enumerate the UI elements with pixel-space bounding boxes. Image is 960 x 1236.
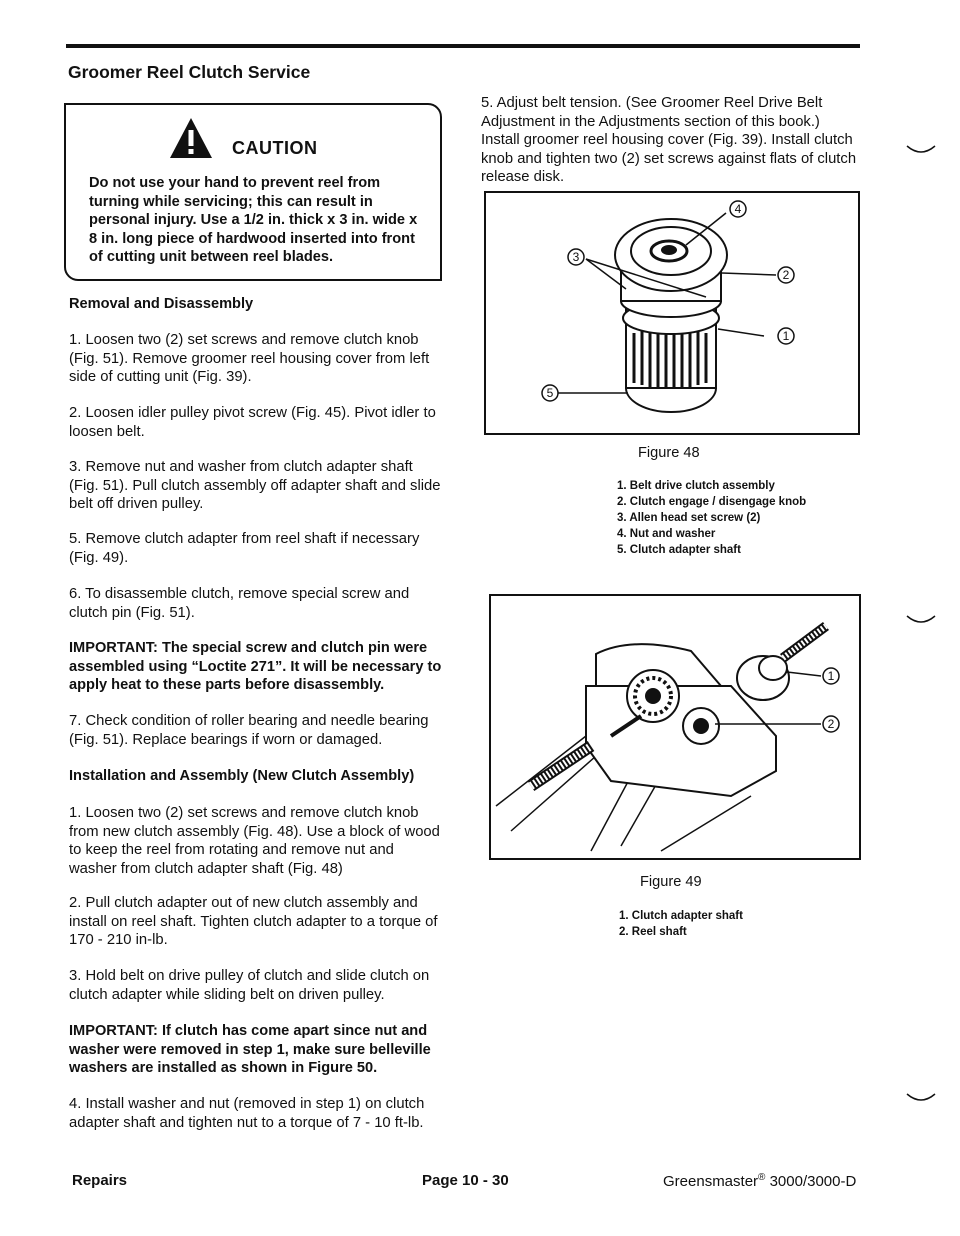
fig48-callout-5: 5 (546, 386, 554, 400)
reel-shaft-illustration (491, 596, 859, 858)
fig48-callout-2: 2 (782, 268, 790, 282)
footer-page-number: Page 10 - 30 (422, 1172, 509, 1189)
footer-section: Repairs (72, 1172, 128, 1189)
fig49-callout-2: 2 (827, 717, 835, 731)
legend-item: 4. Nut and washer (617, 528, 716, 540)
fig48-callout-4: 4 (734, 202, 742, 216)
important-loctite: IMPORTANT: The special screw and clutch pin were assembled using “Loctite 271”. It will be necessary to apply heat to these parts before disassembly. (69, 640, 442, 693)
legend-item: 2. Reel shaft (619, 926, 687, 938)
figure-48-caption: Figure 48 (638, 445, 700, 461)
figure-49-legend (619, 908, 743, 940)
footer-model: 3000/3000-D (765, 1173, 857, 1190)
figure-49-caption: Figure 49 (640, 874, 702, 890)
removal-heading: Removal and Disassembly (69, 296, 254, 312)
warning-icon (168, 116, 214, 160)
margin-mark (905, 144, 937, 158)
install-step-2: 2. Pull clutch adapter out of new clutch assembly and install on reel shaft. Tighten clutch adapter to a torque of 170 - 210 in-lb. (69, 895, 438, 948)
top-rule (66, 44, 860, 48)
legend-item: 1. Clutch adapter shaft (619, 910, 743, 922)
registered-mark: ® (758, 1172, 766, 1183)
figure-49 (489, 594, 861, 860)
important-belleville: IMPORTANT: If clutch has come apart since nut and washer were removed in step 1, make sure belleville washers are installed as shown in Figure 50. (69, 1023, 431, 1076)
install-step-1: 1. Loosen two (2) set screws and remove clutch knob from new clutch assembly (Fig. 48). Use a block of wood to keep the reel from rotating and remove nut and washer from clutch adapter shaft (Fig. 48) (69, 805, 440, 877)
removal-step-5: 5. Remove clutch adapter from reel shaft if necessary (Fig. 49). (69, 531, 420, 566)
install-step-5: 5. Adjust belt tension. (See Groomer Reel Drive Belt Adjustment in the Adjustments section of this book.) Install groomer reel housing cover (Fig. 39). Install clutch knob and tighten two (2) set screws against flats of clutch release disk. (481, 95, 857, 185)
legend-item: 3. Allen head set screw (2) (617, 512, 761, 524)
install-step-4: 4. Install washer and nut (removed in step 1) on clutch adapter shaft and tighten nut to a torque of 7 - 10 ft-lb. (69, 1096, 425, 1131)
removal-step-1: 1. Loosen two (2) set screws and remove clutch knob (Fig. 51). Remove groomer reel housing cover from left side of cutting unit (Fig. 39). (69, 332, 430, 385)
removal-step-7: 7. Check condition of roller bearing and needle bearing (Fig. 51). Replace bearings if worn or damaged. (69, 713, 429, 748)
legend-item: 1. Belt drive clutch assembly (617, 480, 775, 492)
fig48-callout-3: 3 (572, 250, 580, 264)
footer-brand: Greensmaster (663, 1173, 759, 1190)
footer-product (663, 1172, 856, 1190)
installation-heading: Installation and Assembly (New Clutch Assembly) (69, 768, 415, 784)
figure-48-legend (617, 478, 806, 558)
caution-title: CAUTION (232, 138, 318, 158)
fig48-callout-1: 1 (782, 329, 790, 343)
removal-step-6: 6. To disassemble clutch, remove special screw and clutch pin (Fig. 51). (69, 586, 410, 621)
removal-step-3: 3. Remove nut and washer from clutch adapter shaft (Fig. 51). Pull clutch assembly off adapter shaft and slide belt off driven pulley. (69, 459, 441, 512)
clutch-assembly-illustration (486, 193, 858, 433)
removal-step-2: 2. Loosen idler pulley pivot screw (Fig. 45). Pivot idler to loosen belt. (69, 405, 436, 440)
caution-text: Do not use your hand to prevent reel from turning while servicing; this can result in personal injury. Use a 1/2 in. thick x 3 in. wide x 8 in. long piece of hardwood inserted into front of cutting unit between reel blades. (89, 175, 418, 265)
fig49-callout-1: 1 (827, 669, 835, 683)
legend-item: 5. Clutch adapter shaft (617, 544, 741, 556)
margin-mark (905, 1092, 937, 1106)
figure-48 (484, 191, 860, 435)
margin-mark (905, 614, 937, 628)
section-title: Groomer Reel Clutch Service (68, 62, 311, 82)
legend-item: 2. Clutch engage / disengage knob (617, 496, 807, 508)
install-step-3: 3. Hold belt on drive pulley of clutch and slide clutch on clutch adapter while sliding belt on driven pulley. (69, 968, 430, 1003)
